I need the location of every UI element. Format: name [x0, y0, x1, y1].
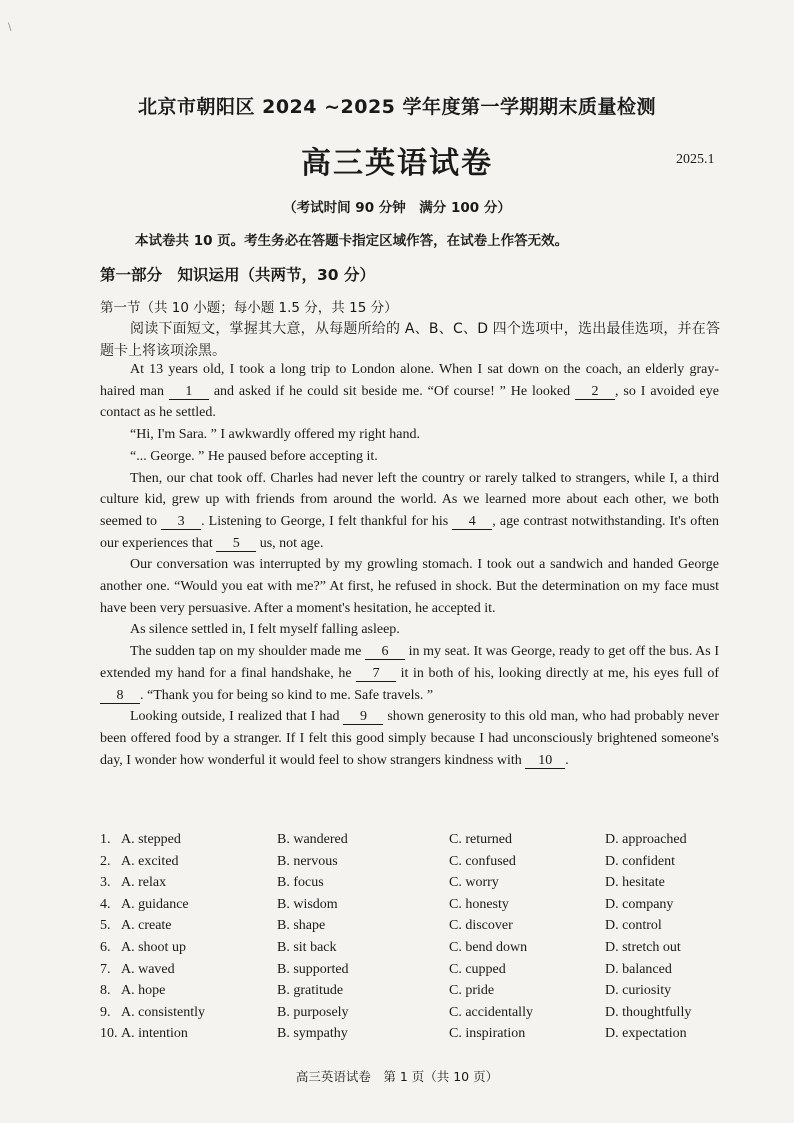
option-b: B. wisdom [277, 896, 338, 912]
blank-9: 9 [343, 709, 383, 725]
paragraph-4 [100, 468, 719, 555]
paragraph-7 [100, 641, 719, 706]
cloze-passage [100, 359, 719, 771]
option-row [100, 875, 730, 897]
section-heading: 第一节（共 10 小题；每小题 1.5 分，共 15 分） [100, 300, 398, 316]
option-row [100, 832, 730, 854]
option-b: B. sit back [277, 939, 337, 955]
blank-4: 4 [452, 514, 492, 530]
text: in my seat. It was George, ready to get off the bus. As I extended my hand for a final handshake, he [100, 644, 719, 681]
option-c: C. accidentally [449, 1004, 533, 1020]
blank-7: 7 [356, 666, 396, 682]
text: it in both of his, looking directly at me, his eyes full of [396, 665, 719, 681]
option-c: C. bend down [449, 939, 528, 955]
text: , age contrast notwithstanding. It's often our experiences that [100, 513, 719, 551]
option-c: C. pride [449, 983, 495, 999]
blank-3: 3 [161, 514, 201, 530]
paragraph-8 [100, 706, 719, 771]
option-d: D. thoughtfully [605, 1004, 692, 1020]
blank-2: 2 [575, 384, 615, 400]
option-row [100, 918, 730, 940]
option-b: B. purposely [277, 1004, 349, 1020]
option-c: C. cupped [449, 961, 506, 977]
paragraph-3: “... George. ” He paused before accepting it. [130, 448, 378, 464]
option-c: C. worry [449, 875, 499, 891]
option-d: D. stretch out [605, 939, 681, 955]
option-d: D. hesitate [605, 875, 665, 891]
option-a: A. stepped [121, 832, 181, 847]
option-row [100, 1005, 730, 1027]
option-row [100, 983, 730, 1005]
part-heading: 第一部分 知识运用（共两节，30 分） [100, 266, 375, 284]
option-a: A. guidance [121, 896, 189, 912]
text: At 13 years old, I took a long trip to London alone. When I sat down on the coach, an elderly gray-haired man [100, 362, 719, 399]
option-a: A. intention [121, 1026, 188, 1042]
option-b: B. shape [277, 918, 326, 934]
blank-5: 5 [216, 536, 256, 552]
corner-mark: \ [8, 22, 12, 33]
option-c: C. honesty [449, 896, 509, 912]
page-footer: 高三英语试卷 第 1 页（共 10 页） [295, 1069, 499, 1084]
question-number: 7. [100, 961, 111, 977]
answer-options [100, 832, 730, 1048]
text: Then, our chat took off. Charles had never left the country or rarely talked to strangers, while I, a third culture kid, grew up with friends from around the world. As we learned more about each other, we both seemed to [100, 470, 719, 529]
text: Looking outside, I realized that I had [130, 709, 344, 725]
option-row [100, 940, 730, 962]
blank-6: 6 [365, 644, 405, 660]
question-number: 3. [100, 875, 111, 891]
paragraph-1 [100, 359, 719, 424]
question-number: 6. [100, 939, 111, 955]
text: The sudden tap on my shoulder made me [130, 644, 365, 660]
option-b: B. wandered [277, 832, 348, 847]
text: , so I avoided eye contact as he settled. [100, 383, 719, 421]
blank-10: 10 [525, 753, 565, 769]
question-number: 5. [100, 918, 111, 934]
blank-8: 8 [100, 688, 140, 704]
paragraph-6: As silence settled in, I felt myself falling asleep. [130, 622, 400, 638]
option-d: D. curiosity [605, 983, 672, 999]
subject-title: 高三英语试卷 [301, 146, 493, 181]
option-d: D. balanced [605, 961, 672, 977]
paragraph-2: “Hi, I'm Sara. ” I awkwardly offered my right hand. [130, 427, 420, 443]
text: and asked if he could sit beside me. “Of course! ” He looked [208, 383, 575, 399]
option-b: B. supported [277, 961, 349, 977]
text: . “Thank you for being so kind to me. Safe travels. ” [140, 687, 434, 703]
text: shown generosity to this old man, who had probably never been offered food by a stranger. If I felt this good simply because I had unconsciously brightened someone's day, I wonder how wonderful it would feel to show strangers kindness with [100, 709, 719, 768]
option-c: C. confused [449, 853, 516, 869]
option-a: A. excited [121, 853, 179, 869]
question-number: 10. [100, 1026, 118, 1042]
exam-date: 2025.1 [676, 152, 715, 167]
exam-notice: 本试卷共 10 页。考生务必在答题卡指定区域作答，在试卷上作答无效。 [135, 233, 569, 249]
question-number: 9. [100, 1004, 111, 1020]
question-number: 8. [100, 983, 111, 999]
option-d: D. approached [605, 832, 687, 847]
text: . Listening to George, I felt thankful for his [201, 513, 453, 529]
option-b: B. nervous [277, 853, 338, 869]
option-a: A. consistently [121, 1004, 205, 1020]
option-a: A. shoot up [121, 939, 186, 955]
option-row [100, 962, 730, 984]
question-number: 4. [100, 896, 111, 912]
option-a: A. create [121, 918, 172, 934]
option-b: B. sympathy [277, 1026, 348, 1042]
question-number: 2. [100, 853, 111, 869]
option-b: B. focus [277, 875, 324, 891]
option-b: B. gratitude [277, 983, 344, 999]
option-c: C. inspiration [449, 1026, 526, 1042]
text: us, not age. [256, 535, 324, 551]
option-d: D. confident [605, 853, 675, 869]
text: . [565, 752, 569, 768]
question-number: 1. [100, 832, 111, 847]
option-a: A. relax [121, 875, 167, 891]
option-row [100, 854, 730, 876]
blank-1: 1 [169, 384, 209, 400]
paragraph-5: Our conversation was interrupted by my growling stomach. I took out a sandwich and handed George another one. “Would you eat with me?” At first, he refused in shock. But the determination on my face must have been very persuasive. After a moment's hesitation, he accepted it. [100, 557, 719, 616]
option-d: D. expectation [605, 1026, 687, 1042]
option-d: D. company [605, 896, 674, 912]
exam-title: 北京市朝阳区 2024 ~2025 学年度第一学期期末质量检测 [137, 96, 657, 118]
time-info: （考试时间 90 分钟 满分 100 分） [283, 200, 511, 216]
option-row [100, 1026, 730, 1048]
section-instructions: 阅读下面短文，掌握其大意，从每题所给的 A、B、C、D 四个选项中，选出最佳选项，并在答题卡上将该项涂黑。 [100, 321, 720, 359]
option-a: A. hope [121, 983, 166, 999]
option-d: D. control [605, 918, 662, 934]
option-c: C. returned [449, 832, 512, 847]
option-a: A. waved [121, 961, 175, 977]
option-c: C. discover [449, 918, 513, 934]
option-row [100, 897, 730, 919]
